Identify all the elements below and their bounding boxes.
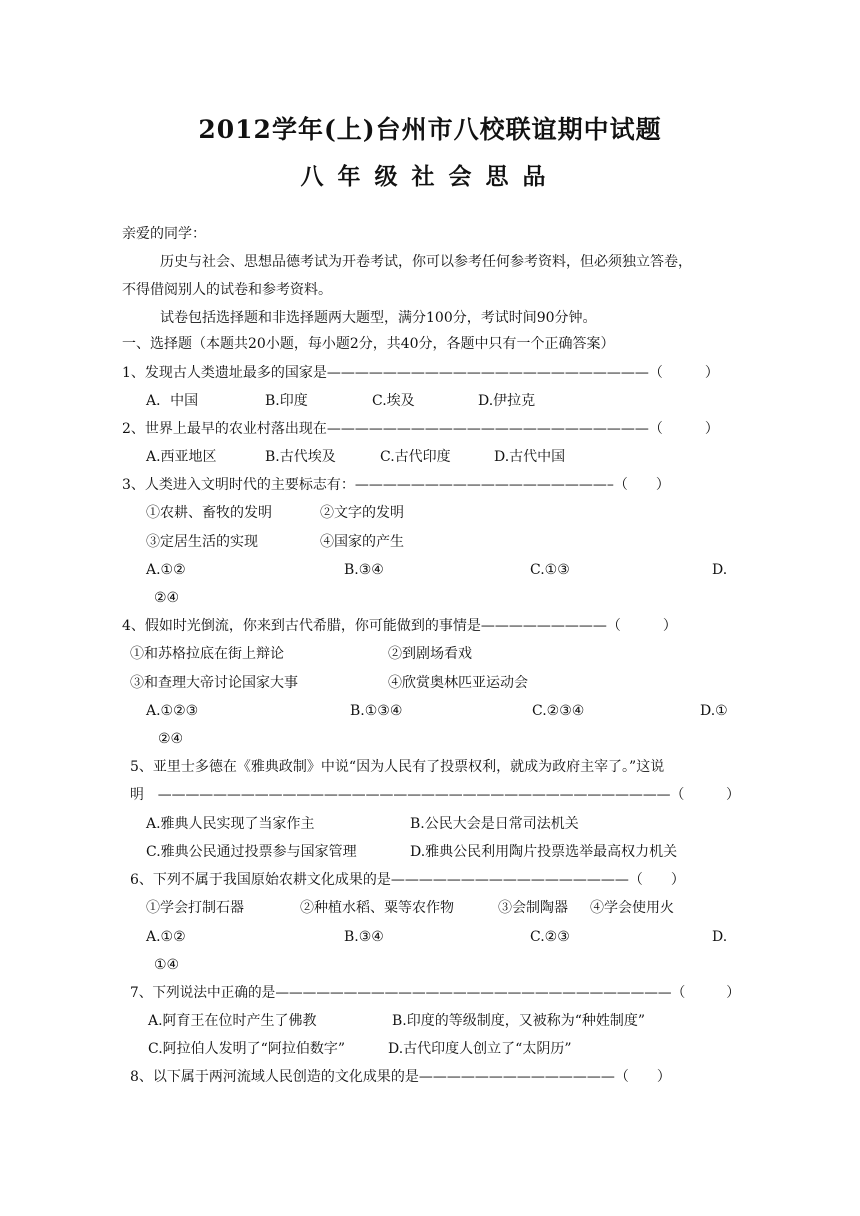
q4-item-2: ②到剧场看戏 [388,646,472,662]
question-6-stem: 6、下列不属于我国原始农耕文化成果的是—————————————————（ ） [130,872,685,888]
q6-option-d: D. [712,929,728,945]
greeting: 亲爱的同学： [122,226,206,242]
q6-option-a: A.①② [146,929,186,945]
q4-option-b: B.①③④ [350,703,403,719]
q1-option-d: D.伊拉克 [478,393,536,409]
q2-option-b: B.古代埃及 [265,449,336,465]
intro-line-1: 历史与社会、思想品德考试为开卷考试，你可以参考任何参考资料，但必须独立答卷， [160,254,692,270]
q1-option-b: B.印度 [265,393,308,409]
q7-option-b: B.印度的等级制度，又被称为“种姓制度” [392,1013,646,1029]
q5-option-b: B.公民大会是日常司法机关 [410,816,579,832]
q4-option-d: D.① [700,703,728,719]
q4-option-c: C.②③④ [532,703,585,719]
q6-option-c: C.②③ [530,929,570,945]
question-1-stem: 1、发现古人类遗址最多的国家是———————————————————————（ ） [122,365,719,381]
question-3-stem: 3、人类进入文明时代的主要标志有：——————————————————–（ ） [122,477,670,493]
q4-item-4: ④欣赏奥林匹亚运动会 [388,675,528,691]
q6-item-3: ③会制陶器 [498,900,568,916]
q2-option-a: A.西亚地区 [146,449,217,465]
q7-option-c: C.阿拉伯人发明了“阿拉伯数字” [148,1041,345,1057]
q3-item-4: ④国家的产生 [320,534,404,550]
q3-option-d: D. [712,562,728,578]
page-subtitle: 八年级社会思品 [300,163,560,190]
q1-option-a: A．中国 [146,393,199,409]
q5-option-a: A.雅典人民实现了当家作主 [146,816,315,832]
q7-option-a: A.阿育王在位时产生了佛教 [148,1013,317,1029]
question-8-stem: 8、以下属于两河流域人民创造的文化成果的是——————————————（ ） [130,1069,671,1085]
q4-option-a: A.①②③ [146,703,199,719]
intro-line-3: 试卷包括选择题和非选择题两大题型，满分100分，考试时间90分钟。 [160,310,597,326]
question-4-stem: 4、假如时光倒流，你来到古代希腊，你可能做到的事情是—————————（ ） [122,618,677,634]
q6-item-4: ④学会使用火 [590,900,674,916]
q6-item-1: ①学会打制石器 [146,900,244,916]
q6-option-b: B.③④ [344,929,384,945]
intro-line-2: 不得借阅别人的试卷和参考资料。 [122,282,332,298]
q4-option-d-wrap: ②④ [158,731,184,747]
q3-option-d-wrap: ②④ [154,590,180,606]
q3-item-2: ②文字的发明 [320,505,404,521]
question-7-stem: 7、下列说法中正确的是—————————————————————————————（ ） [130,985,740,1001]
page-title: 2012学年(上)台州市八校联谊期中试题 [198,115,662,144]
q3-option-a: A.①② [146,562,186,578]
question-5-stem-cont: 明 —————————————————————————————————————（ ） [130,787,740,803]
q2-option-d: D.古代中国 [494,449,566,465]
question-5-stem: 5、亚里士多德在《雅典政制》中说“因为人民有了投票权利，就成为政府主宰了。”这说 [130,759,665,775]
q5-option-d: D.雅典公民利用陶片投票选举最高权力机关 [410,844,678,860]
q5-option-c: C.雅典公民通过投票参与国家管理 [146,844,357,860]
q3-option-b: B.③④ [344,562,384,578]
section-heading: 一、选择题（本题共20小题，每小题2分，共40分，各题中只有一个正确答案） [122,336,615,352]
q7-option-d: D.古代印度人创立了“太阴历” [388,1041,572,1057]
q6-item-2: ②种植水稻、粟等农作物 [300,900,454,916]
q3-item-1: ①农耕、畜牧的发明 [146,505,272,521]
q6-option-d-wrap: ①④ [154,957,180,973]
q4-item-3: ③和查理大帝讨论国家大事 [130,675,298,691]
question-2-stem: 2、世界上最早的农业村落出现在———————————————————————（ ） [122,421,719,437]
q3-option-c: C.①③ [530,562,570,578]
q3-item-3: ③定居生活的实现 [146,534,258,550]
q4-item-1: ①和苏格拉底在街上辩论 [130,646,284,662]
q1-option-c: C.埃及 [372,393,415,409]
q2-option-c: C.古代印度 [380,449,451,465]
